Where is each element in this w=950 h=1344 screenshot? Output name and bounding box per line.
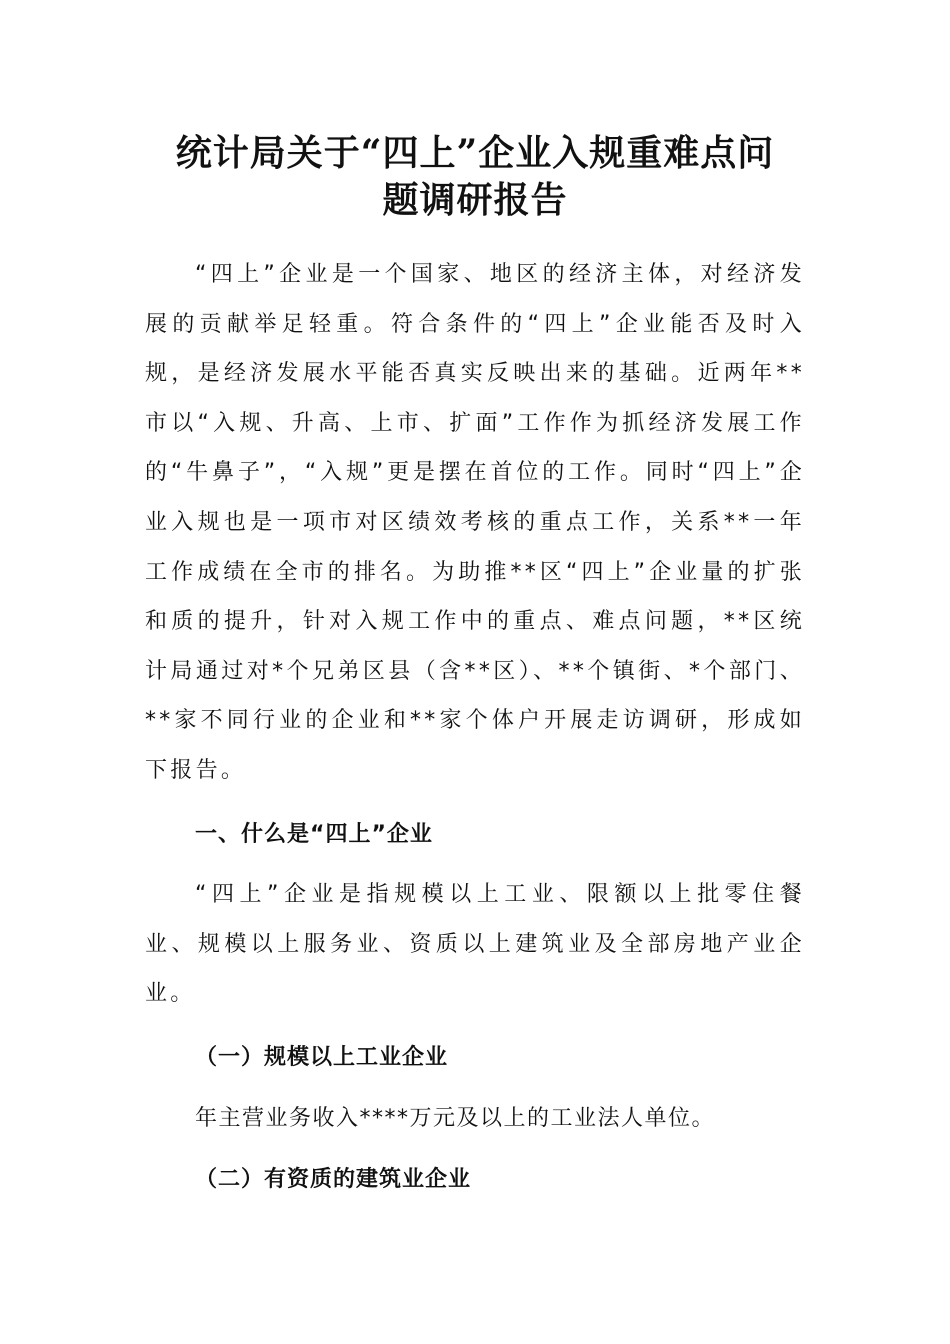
document-title-line-1: 统计局关于“四上”企业入规重难点问 (175, 132, 775, 174)
document-title-line-2: 题调研报告 (382, 179, 568, 221)
section-1-paragraph: “四上”企业是指规模以上工业、限额以上批零住餐业、规模以上服务业、资质以上建筑业及全部房地产业企业。 (145, 882, 805, 1007)
section-1-heading: 一、什么是“四上”企业 (195, 822, 433, 847)
subsection-1-paragraph: 年主营业务收入****万元及以上的工业法人单位。 (195, 1106, 716, 1131)
intro-paragraph: “四上”企业是一个国家、地区的经济主体，对经济发展的贡献举足轻重。符合条件的“四上”企业能否及时入规，是经济发展水平能否真实反映出来的基础。近两年**市以“入规、升高、上市、扩面”工作作为抓经济发展工作的“牛鼻子”，“入规”更是摆在首位的工作。同时“四上”企业入规也是一项市对区绩效考核的重点工作，关系**一年工作成绩在全市的排名。为助推**区“四上”企业量的扩张和质的提升，针对入规工作中的重点、难点问题，**区统计局通过对*个兄弟区县（含**区）、**个镇街、*个部门、**家不同行业的企业和**家个体户开展走访调研，形成如下报告。 (145, 262, 805, 783)
subsection-2-heading: （二）有资质的建筑业企业 (195, 1167, 472, 1192)
subsection-1-heading: （一）规模以上工业企业 (195, 1045, 449, 1070)
